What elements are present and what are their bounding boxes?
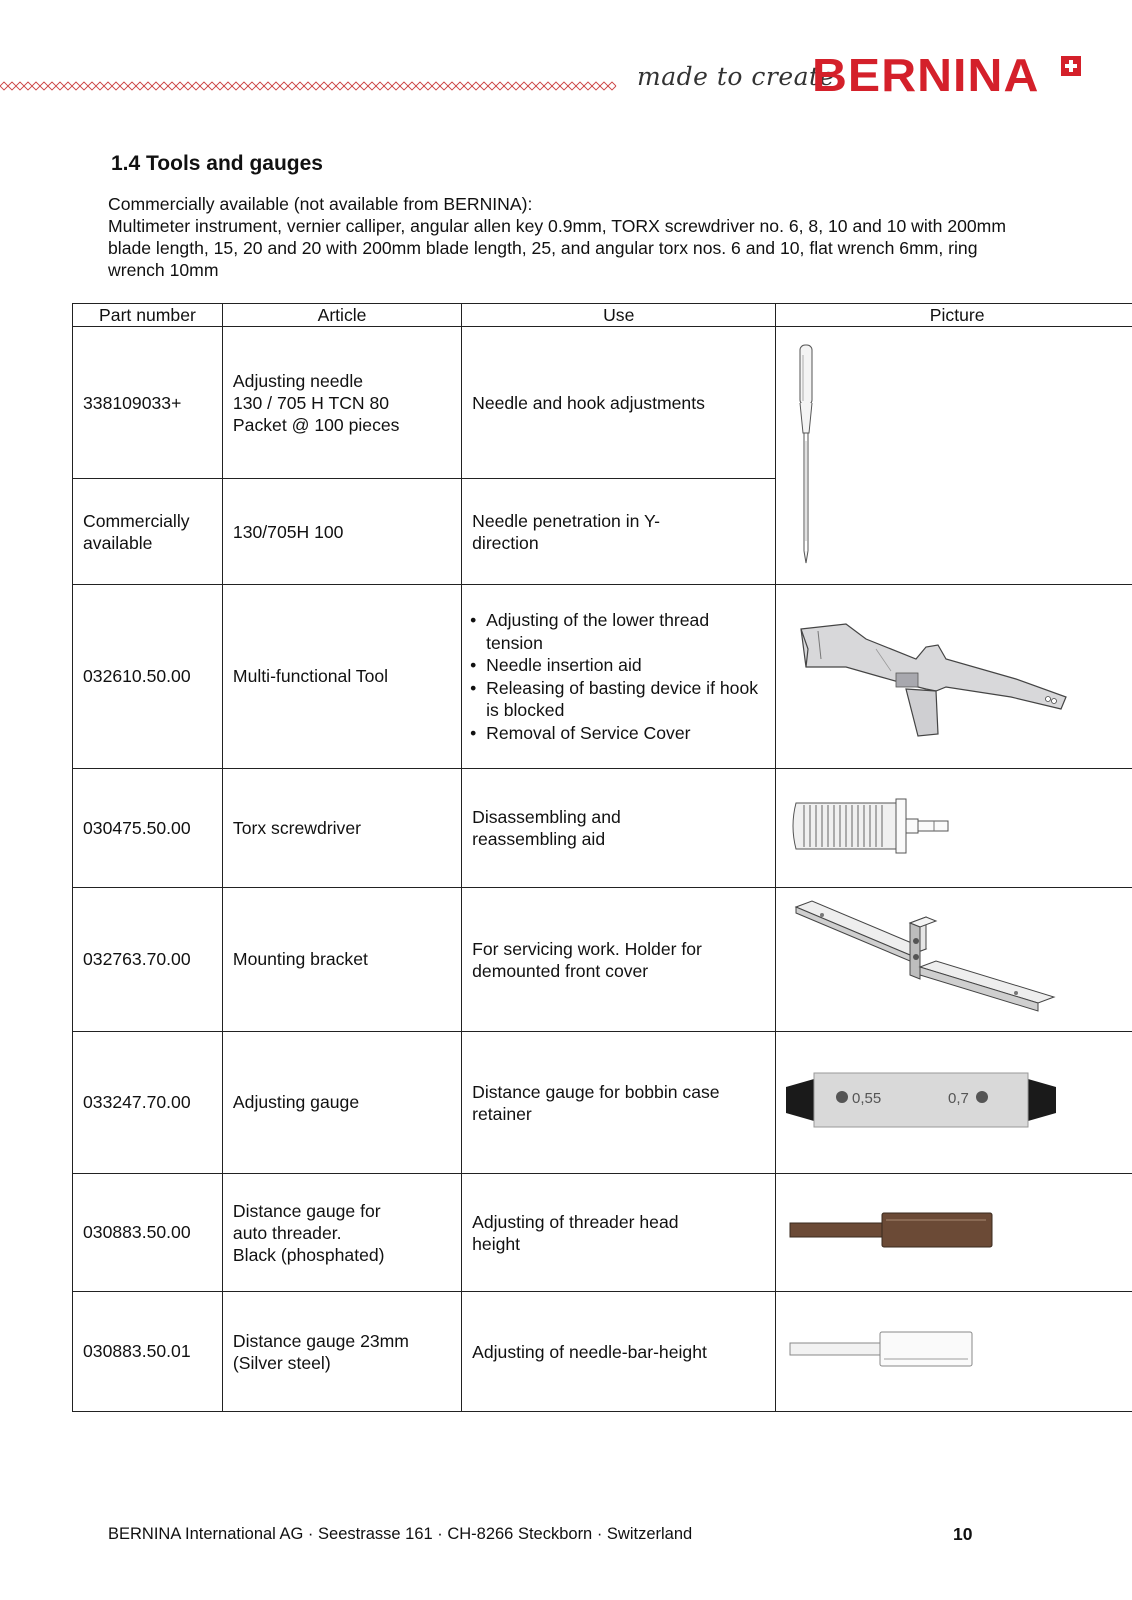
article: Adjusting needle 130 / 705 H TCN 80 Packet @ 100 pieces xyxy=(222,327,461,479)
use: Needle penetration in Y- direction xyxy=(462,479,776,585)
table-row xyxy=(73,1292,1132,1412)
section-title: 1.4 Tools and gauges xyxy=(111,152,323,175)
part-number: 032610.50.00 xyxy=(73,585,223,769)
table-row xyxy=(73,327,1132,479)
use-list-item: • Adjusting of the lower thread tension xyxy=(470,609,765,654)
header-use: Use xyxy=(462,304,776,327)
picture-cell xyxy=(776,1032,1132,1174)
table-row xyxy=(73,769,1132,888)
part-number: 338109033+ xyxy=(73,327,223,479)
picture-cell xyxy=(776,769,1132,888)
part-number: 032763.70.00 xyxy=(73,888,223,1032)
page-number: 10 xyxy=(953,1524,973,1544)
use-list-item: • Removal of Service Cover xyxy=(470,722,765,745)
needle-icon xyxy=(786,341,826,566)
article: Mounting bracket xyxy=(222,888,461,1032)
intro-line-1: Commercially available (not available from BERNINA): xyxy=(108,194,533,214)
part-number: Commercially available xyxy=(73,479,223,585)
table-row xyxy=(73,1032,1132,1174)
multi-tool-icon xyxy=(786,609,1076,739)
brand-logo: BERNINA xyxy=(812,49,1040,101)
use: Distance gauge for bobbin case retainer xyxy=(462,1032,776,1174)
part-number: 033247.70.00 xyxy=(73,1032,223,1174)
use: Adjusting of threader head height xyxy=(462,1174,776,1292)
tagline: made to create xyxy=(637,62,835,91)
use-list-item: • Releasing of basting device if hook is blocked xyxy=(470,677,765,722)
use-list-item: • Needle insertion aid xyxy=(470,654,765,677)
use: Adjusting of needle-bar-height xyxy=(462,1292,776,1412)
silver-gauge-pin-icon xyxy=(786,1329,976,1369)
picture-cell xyxy=(776,1292,1132,1412)
swiss-cross-icon xyxy=(1061,56,1081,76)
picture-cell xyxy=(776,327,1132,585)
part-number: 030475.50.00 xyxy=(73,769,223,888)
part-number: 030883.50.00 xyxy=(73,1174,223,1292)
adjusting-gauge-icon xyxy=(786,1065,1056,1135)
header-article: Article xyxy=(222,304,461,327)
table-row xyxy=(73,1174,1132,1292)
picture-cell xyxy=(776,888,1132,1032)
article: Adjusting gauge xyxy=(222,1032,461,1174)
gauge-label-07: 0,7 xyxy=(948,1090,970,1107)
use: Disassembling and reassembling aid xyxy=(462,769,776,888)
gauge-label-055: 0,55 xyxy=(852,1090,882,1107)
table-row xyxy=(73,585,1132,769)
footer-address: BERNINA International AG · Seestrasse 161 · CH-8266 Steckborn · Switzerland xyxy=(108,1525,693,1543)
article: 130/705H 100 xyxy=(222,479,461,585)
part-number: 030883.50.01 xyxy=(73,1292,223,1412)
article: Distance gauge for auto threader. Black (phosphated) xyxy=(222,1174,461,1292)
use-list xyxy=(466,609,765,744)
header-picture: Picture xyxy=(776,304,1132,327)
article: Distance gauge 23mm (Silver steel) xyxy=(222,1292,461,1412)
use xyxy=(462,585,776,769)
decorative-stitch-line xyxy=(0,80,620,92)
header-part-number: Part number xyxy=(73,304,223,327)
use: For servicing work. Holder for demounted front cover xyxy=(462,888,776,1032)
screwdriver-icon xyxy=(786,791,966,861)
article: Multi-functional Tool xyxy=(222,585,461,769)
intro-line-2: Multimeter instrument, vernier calliper, angular allen key 0.9mm, TORX screwdriver no. 6, 8, 10 and 10 with 200mm blade length, 15, 20 and 20 with 200mm blade length, 25, and angular torx nos. 6 and 10, flat wrench 6mm, ring wrench 10mm xyxy=(108,216,1006,280)
mounting-bracket-icon xyxy=(786,897,1066,1017)
picture-cell xyxy=(776,585,1132,769)
picture-cell xyxy=(776,1174,1132,1292)
table-header-row xyxy=(73,304,1132,327)
article: Torx screwdriver xyxy=(222,769,461,888)
intro-text xyxy=(108,193,1038,281)
use: Needle and hook adjustments xyxy=(462,327,776,479)
black-gauge-pin-icon xyxy=(786,1210,996,1250)
table-row xyxy=(73,888,1132,1032)
tools-table xyxy=(72,303,1132,1412)
